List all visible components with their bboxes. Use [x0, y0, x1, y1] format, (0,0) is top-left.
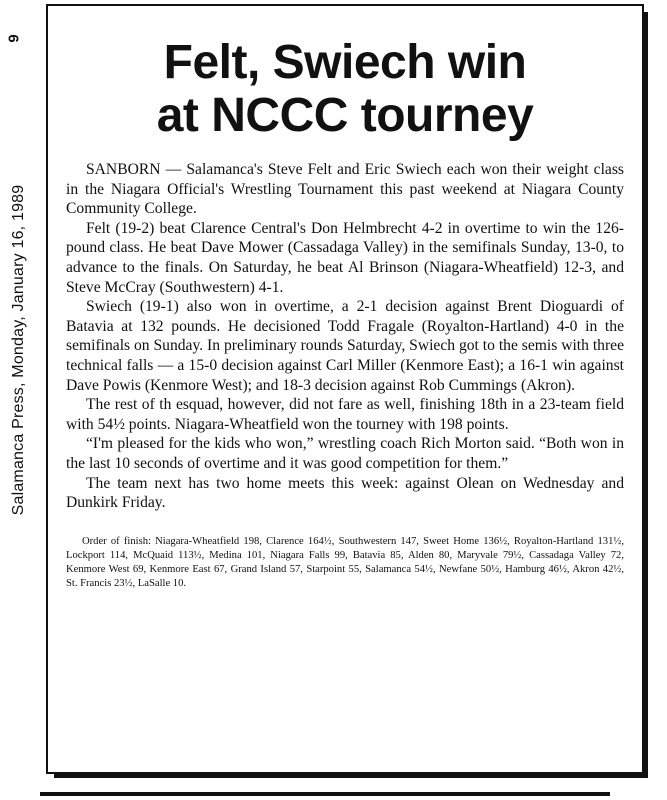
article-paragraph: The rest of th esquad, however, did not fare as well, finishing 18th in a 23-team field with 54½ points. Niagara-Wheatfield won the tourney with 198 points.: [66, 396, 624, 433]
article-paragraph: Swiech (19-1) also won in overtime, a 2-1 decision against Brent Dioguardi of Batavia at 132 pounds. He decisioned Todd Fragale (Royalton-Hartland) 4-0 in the semifinals on Sunday. In preliminary rounds Saturday, Swiech got to the semis with three technical falls — a 15-0 decision against Carl Miller (Kenmore East); a 16-1 win against Dave Powis (Kenmore West); and 18-3 decision against Rob Cummings (Akron).: [66, 298, 624, 394]
headline-line-2: at NCCC tourney: [156, 89, 534, 142]
article-paragraph: “I'm pleased for the kids who won,” wrestling coach Rich Morton said. “Both won in the last 10 seconds of overtime and it was good competition for them.”: [66, 435, 624, 472]
headline: [66, 36, 624, 142]
dateline: Salamanca Press, Monday, January 16, 1989: [10, 184, 27, 516]
dateline-margin: [4, 70, 34, 630]
article-paragraph: SANBORN — Salamanca's Steve Felt and Eric Swiech each won their weight class in the Niagara Official's Wrestling Tournament this past weekend at Niagara County Community College.: [66, 161, 624, 218]
newspaper-clipping: [46, 4, 644, 774]
article-body: [66, 160, 624, 513]
order-of-finish: Order of finish: Niagara-Wheatfield 198, Clarence 164½, Southwestern 147, Sweet Home 136½, Royalton-Hartland 131½, Lockport 114, McQuaid 113½, Medina 101, Niagara Falls 99, Batavia 85, Alden 80, Maryvale 79½, Cassadaga Valley 72, Kenmore West 69, Kenmore East 67, Grand Island 57, Starpoint 55, Salamanca 54½, Newfane 50½, Hamburg 46½, Akron 42½, St. Francis 23½, LaSalle 10.: [66, 535, 624, 590]
bottom-rule: [40, 792, 610, 796]
headline-line-1: Felt, Swiech win: [163, 36, 527, 89]
page-number: 9: [5, 34, 23, 43]
article-paragraph: Felt (19-2) beat Clarence Central's Don Helmbrecht 4-2 in overtime to win the 126-pound class. He beat Dave Mower (Cassadaga Valley) in the semifinals Sunday, 13-0, to advance to the finals. On Saturday, he beat Al Brinson (Niagara-Wheatfield) 12-3, and Steve McCray (Southwestern) 4-1.: [66, 219, 624, 296]
article-paragraph: The team next has two home meets this week: against Olean on Wednesday and Dunkirk Friday.: [66, 474, 624, 512]
